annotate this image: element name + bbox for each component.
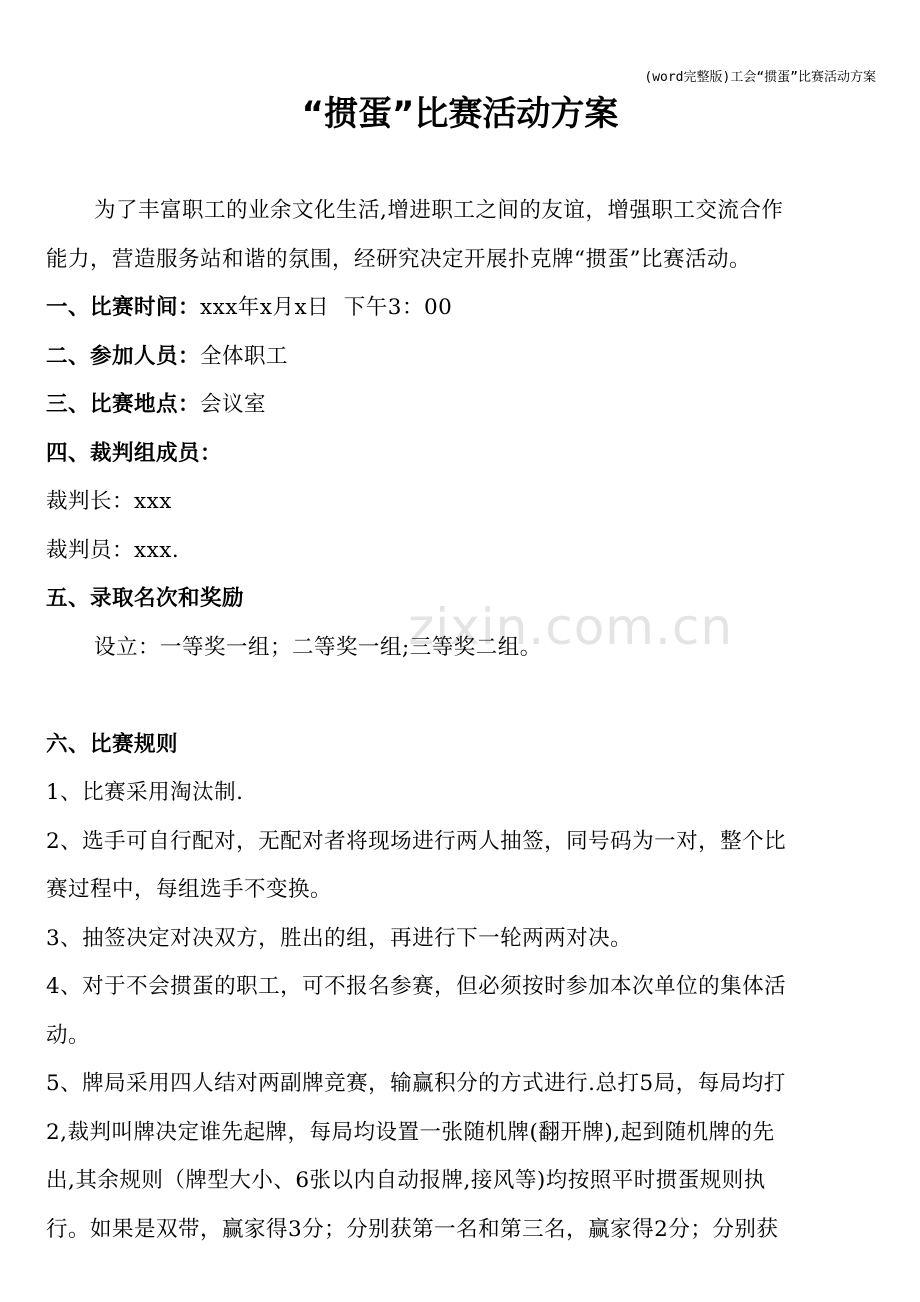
section-referees-label: 四、裁判组成员： — [46, 440, 223, 466]
section-participants-label: 二、参加人员： — [46, 343, 201, 369]
document-body — [46, 187, 878, 1254]
section-participants-value: 全体职工 — [200, 343, 289, 369]
section-time-value: xxx年x月x日 下午3：00 — [200, 295, 453, 320]
section-place-label: 三、比赛地点： — [46, 392, 201, 417]
rule-line: 1、比赛采用淘汰制. — [46, 780, 244, 805]
section-time — [46, 284, 878, 333]
section-place — [46, 381, 878, 430]
rule-line: 4、对于不会掼蛋的职工，可不报名参赛，但必须按时参加本次单位的集体活 — [46, 974, 787, 999]
section-time-label: 一、比赛时间： — [46, 295, 201, 320]
section-awards-label: 五、录取名次和奖励 — [46, 586, 245, 611]
section-participants — [46, 333, 878, 382]
rule-line: 行。如果是双带，赢家得3分；分别获第一名和第三名，赢家得2分；分别获 — [46, 1216, 779, 1242]
rule-line: 赛过程中，每组选手不变换。 — [46, 877, 333, 902]
intro-line-2: 能力，营造服务站和谐的氛围，经研究决定开展扑克牌“掼蛋”比赛活动。 — [46, 246, 751, 272]
rule-line: 2,裁判叫牌决定谁先起牌，每局均设置一张随机牌(翻开牌),起到随机牌的先 — [46, 1119, 775, 1145]
section-rules-label: 六、比赛规则 — [46, 731, 179, 757]
header-note: (word完整版)工会“掼蛋”比赛活动方案 — [644, 70, 876, 85]
rule-line: 动。 — [46, 1022, 91, 1048]
referee: 裁判员：xxx. — [46, 537, 180, 563]
rule-line: 出,其余规则（牌型大小、6张以内自动报牌,接风等)均按照平时掼蛋规则执 — [46, 1168, 766, 1193]
chief-referee: 裁判长：xxx — [46, 489, 172, 514]
section-awards-value: 设立：一等奖一组；二等奖一组;三等奖二组。 — [94, 634, 542, 660]
page-title: “掼蛋”比赛活动方案 — [301, 94, 619, 134]
rule-line: 2、选手可自行配对，无配对者将现场进行两人抽签，同号码为一对，整个比 — [46, 828, 787, 854]
rule-line: 3、抽签决定对决双方，胜出的组，再进行下一轮两两对决。 — [46, 925, 633, 951]
watermark: zixin.com.cn — [408, 598, 734, 656]
rule-line: 5、牌局采用四人结对两副牌竞赛，输赢积分的方式进行.总打5局，每局均打 — [46, 1071, 786, 1096]
intro-line-1: 为了丰富职工的业余文化生活,增进职工之间的友谊，增强职工交流合作 — [94, 198, 784, 223]
section-place-value: 会议室 — [200, 392, 267, 417]
spacer — [46, 672, 878, 721]
